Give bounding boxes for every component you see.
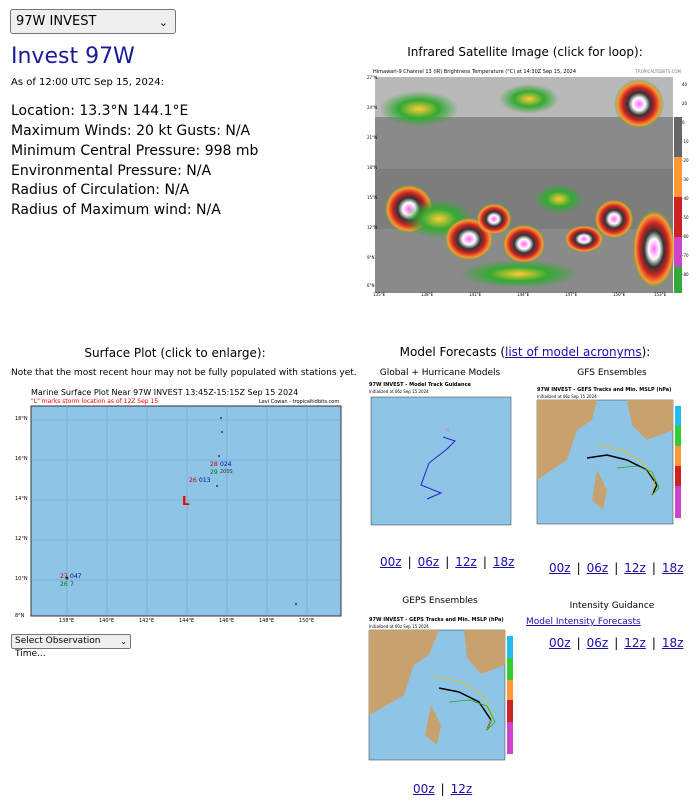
page-title: Invest 97W [11, 44, 135, 69]
gfs-image-sub: Initialized at 06z Sep 15 2024 [537, 394, 597, 399]
gfs-ensembles-title: GFS Ensembles [577, 368, 647, 378]
surface-storm-note: "L" marks storm location as of 12Z Sep 15 [31, 398, 159, 405]
sat-lon-138: 138°E [421, 292, 434, 297]
sat-lon-135: 135°E [373, 292, 386, 297]
intensity-runs: 00z | 06z | 12z | 18z [549, 636, 684, 650]
station-label-9: 26 [60, 581, 68, 588]
geps-runs: 00z | 12z [413, 782, 473, 796]
geps-run-00z[interactable]: 00z [413, 782, 435, 796]
gfs-run-18z[interactable]: 18z [661, 561, 684, 575]
surface-lon-140: 140°E [99, 618, 115, 624]
global-image-sub: Initialized at 06z Sep 15 2024 [369, 389, 429, 394]
gfs-ensembles-image[interactable] [535, 386, 685, 526]
surface-lon-138: 138°E [59, 618, 75, 624]
gfs-image-title: 97W INVEST - GEFS Tracks and Min. MSLP (hPa) [537, 387, 672, 393]
satellite-image[interactable] [369, 69, 687, 297]
station-label-3: 29 [210, 469, 218, 476]
storm-select-value: 97W INVEST [16, 14, 97, 29]
surface-lat-8: 8°N [15, 613, 25, 619]
geps-ensembles-title: GEPS Ensembles [402, 596, 478, 606]
station-label-6: 013 [199, 477, 211, 484]
radius-max-wind-text: Radius of Maximum wind: N/A [11, 202, 221, 218]
global-run-00z[interactable]: 00z [380, 555, 402, 569]
surface-lat-10: 10°N [15, 576, 28, 582]
global-image-title: 97W INVEST - Model Track Guidance [369, 382, 471, 388]
geps-run-12z[interactable]: 12z [450, 782, 473, 796]
sat-lon-147: 147°E [565, 292, 578, 297]
gfs-run-00z[interactable]: 00z [549, 561, 571, 575]
sat-lon-141: 141°E [469, 292, 482, 297]
surface-plot-title: Marine Surface Plot Near 97W INVEST 13:45Z-15:15Z Sep 15 2024 [31, 388, 299, 397]
surface-lon-150: 150°E [299, 618, 315, 624]
sat-lat-27: 27°N [367, 75, 378, 80]
global-models-image[interactable] [367, 381, 515, 529]
intensity-run-12z[interactable]: 12z [624, 636, 646, 650]
location-text: Location: 13.3°N 144.1°E [11, 103, 189, 119]
surface-heading: Surface Plot (click to enlarge): [84, 346, 266, 360]
surface-lon-146: 146°E [219, 618, 235, 624]
sat-lat-15: 15°N [367, 195, 378, 200]
surface-plot-image[interactable] [11, 384, 344, 626]
global-run-06z[interactable]: 06z [417, 555, 440, 569]
min-pressure-text: Minimum Central Pressure: 998 mb [11, 143, 259, 159]
station-label-10: 7 [70, 581, 74, 588]
sat-lon-150: 150°E [613, 292, 626, 297]
sat-lat-9: 9°N [367, 255, 375, 260]
svg-text:L: L [182, 494, 190, 508]
surface-credit: Levi Cowan - tropicaltidbits.com [259, 399, 340, 405]
intensity-run-00z[interactable]: 00z [549, 636, 571, 650]
surface-lat-18: 18°N [15, 416, 28, 422]
gfs-run-12z[interactable]: 12z [624, 561, 646, 575]
surface-lat-14: 14°N [15, 496, 28, 502]
models-heading: Model Forecasts (list of model acronyms): [399, 345, 651, 359]
sat-lat-21: 21°N [367, 135, 378, 140]
sat-scale: 40 20 0 -10 -20 -30 -40 -50 -60 -70 -80 [682, 82, 689, 277]
surface-lat-16: 16°N [15, 456, 28, 462]
model-intensity-link[interactable]: Model Intensity Forecasts [526, 617, 641, 627]
max-winds-text: Maximum Winds: 20 kt Gusts: N/A [11, 123, 251, 139]
sat-lat-24: 24°N [367, 105, 378, 110]
global-run-18z[interactable]: 18z [492, 555, 515, 569]
observation-time-select[interactable]: Select Observation Time... ⌄ [11, 634, 131, 649]
geps-image-sub: Initialized at 00z Sep 15 2024 [369, 624, 429, 629]
surface-lon-144: 144°E [179, 618, 195, 624]
geps-image-title: 97W INVEST - GEPS Tracks and Min. MSLP (hPa) [369, 617, 504, 623]
station-label-2: 024 [220, 461, 232, 468]
station-label-1: 28 [210, 461, 218, 468]
radius-circ-text: Radius of Circulation: N/A [11, 182, 190, 198]
as-of-time: As of 12:00 UTC Sep 15, 2024: [11, 77, 164, 88]
gfs-run-06z[interactable]: 06z [586, 561, 609, 575]
station-label-5: 26 [189, 477, 197, 484]
sat-lat-18: 18°N [367, 165, 378, 170]
global-run-12z[interactable]: 12z [455, 555, 477, 569]
sat-lat-6: 6°N [367, 283, 375, 288]
station-label-7: 27 [60, 573, 68, 580]
station-label-8: 047 [70, 573, 82, 580]
gfs-runs: 00z | 06z | 12z | 18z [549, 561, 684, 575]
chevron-down-icon: ⌄ [120, 637, 127, 646]
surface-note: Note that the most recent hour may not be fully populated with stations yet. [11, 368, 357, 378]
intensity-link-wrap [526, 617, 641, 627]
storm-select[interactable] [10, 9, 176, 34]
satellite-image-title: Himawari-9 Channel 13 (IR) Brightness Temperature (°C) at 14:30Z Sep 15, 2024 [373, 69, 577, 75]
station-label-4: 200S [220, 469, 233, 475]
intensity-guidance-title: Intensity Guidance [569, 601, 655, 611]
sat-lon-144: 144°E [517, 292, 530, 297]
model-acronyms-link[interactable]: list of model acronyms [505, 345, 642, 359]
global-runs: 00z | 06z | 12z | 18z [380, 555, 515, 569]
surface-lon-148: 148°E [259, 618, 275, 624]
geps-ensembles-image[interactable] [367, 616, 517, 762]
surface-lon-142: 142°E [139, 618, 155, 624]
sat-lat-12: 12°N [367, 225, 378, 230]
satellite-heading: Infrared Satellite Image (click for loop): [407, 45, 643, 59]
satellite-credit: TROPICALTIDBITS.COM [635, 69, 681, 74]
env-pressure-text: Environmental Pressure: N/A [11, 163, 212, 179]
intensity-run-18z[interactable]: 18z [661, 636, 684, 650]
sat-lon-153: 153°E [654, 292, 667, 297]
intensity-run-06z[interactable]: 06z [586, 636, 609, 650]
chevron-down-icon: ⌄ [158, 16, 168, 29]
surface-lat-12: 12°N [15, 536, 28, 542]
global-models-title: Global + Hurricane Models [379, 368, 501, 378]
